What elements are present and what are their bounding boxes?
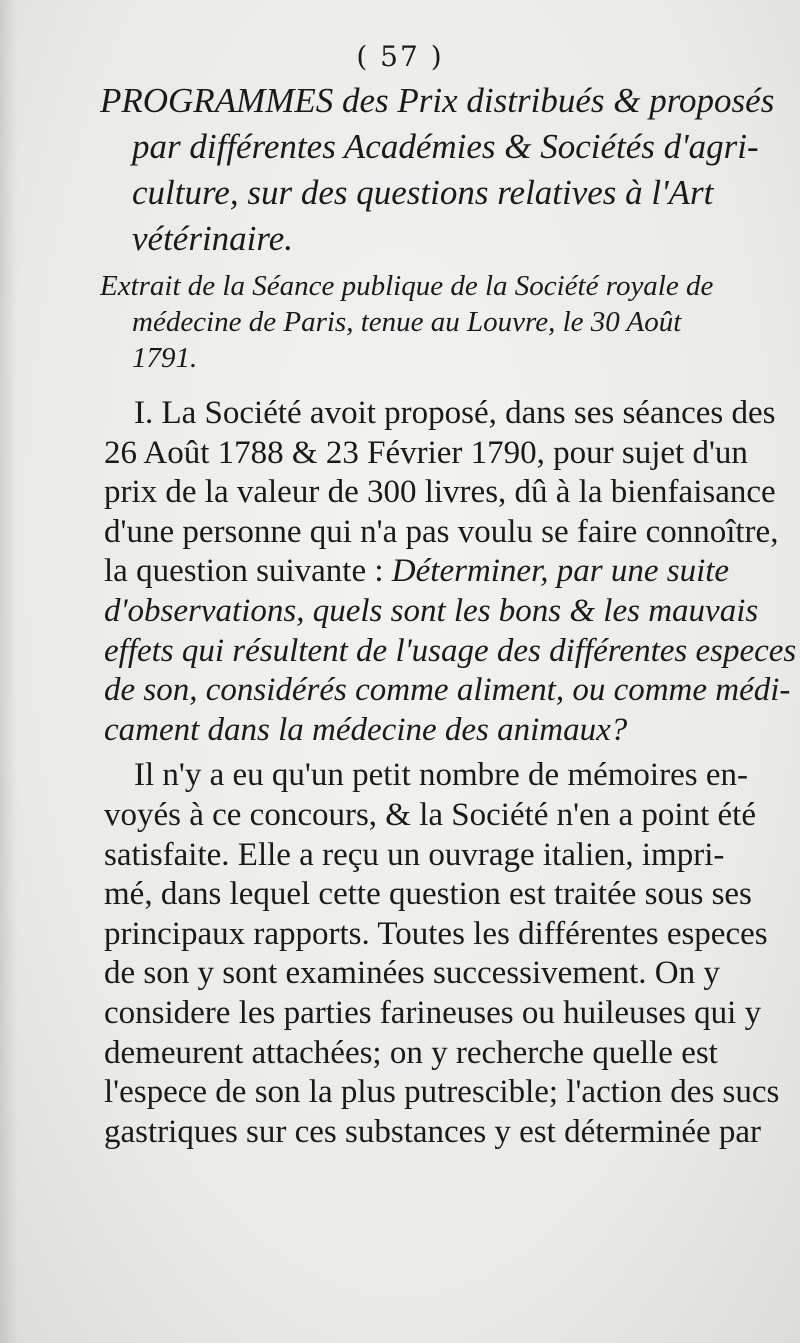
body-line: principaux rapports. Toutes les différentes especes xyxy=(104,915,768,952)
title-line: culture, sur des questions relatives à l'Art xyxy=(132,173,714,212)
body-text xyxy=(104,394,797,1152)
body-line: mé, dans lequel cette question est traitée sous ses xyxy=(104,876,752,913)
body-text-italic: Déterminer, par une suite xyxy=(391,553,730,590)
body-line: de son y sont examinées successivement. On y xyxy=(104,955,720,992)
subtitle-line: 1791. xyxy=(132,342,198,374)
body-line: considere les parties farineuses ou huileuses qui y xyxy=(104,994,762,1031)
page-edge-shadow xyxy=(0,0,18,1343)
body-line-italic: d'observations, quels sont les bons & les mauvais xyxy=(104,592,759,629)
body-line: l'espece de son la plus putrescible; l'action des sucs xyxy=(104,1074,780,1111)
body-line-italic: de son, considérés comme aliment, ou comme médi- xyxy=(104,672,791,709)
title-line: par différentes Académies & Sociétés d'agri- xyxy=(132,127,759,166)
body-line-italic: cament dans la médecine des animaux? xyxy=(104,711,628,748)
title-line: vétérinaire. xyxy=(132,219,294,258)
subtitle-line: Extrait de la Séance publique de la Société royale de xyxy=(100,270,714,302)
page-number: ( 57 ) xyxy=(356,40,444,73)
section-title xyxy=(100,78,775,262)
body-line-mixed xyxy=(104,552,734,592)
title-line: PROGRAMMES des Prix distribués & proposés xyxy=(100,81,775,120)
body-line: d'une personne qui n'a pas voulu se faire connoître, xyxy=(104,513,779,550)
body-line-italic: effets qui résultent de l'usage des différentes especes xyxy=(104,632,797,669)
body-line: demeurent attachées; on y recherche quelle est xyxy=(104,1034,718,1071)
body-line: gastriques sur ces substances y est déterminée par xyxy=(104,1113,762,1150)
body-text-roman: la question suivante : xyxy=(104,553,384,590)
body-line: prix de la valeur de 300 livres, dû à la bienfaisance xyxy=(104,474,776,511)
body-line: satisfaite. Elle a reçu un ouvrage italien, impri- xyxy=(104,836,725,873)
body-line: voyés à ce concours, & la Société n'en a point été xyxy=(104,796,756,833)
body-line: I. La Société avoit proposé, dans ses séances des xyxy=(134,395,776,431)
subtitle-line: médecine de Paris, tenue au Louvre, le 30 Août xyxy=(132,306,682,338)
body-line: Il n'y a eu qu'un petit nombre de mémoires en- xyxy=(134,757,748,794)
section-subtitle xyxy=(100,268,740,376)
body-line: 26 Août 1788 & 23 Février 1790, pour sujet d'un xyxy=(104,434,748,471)
